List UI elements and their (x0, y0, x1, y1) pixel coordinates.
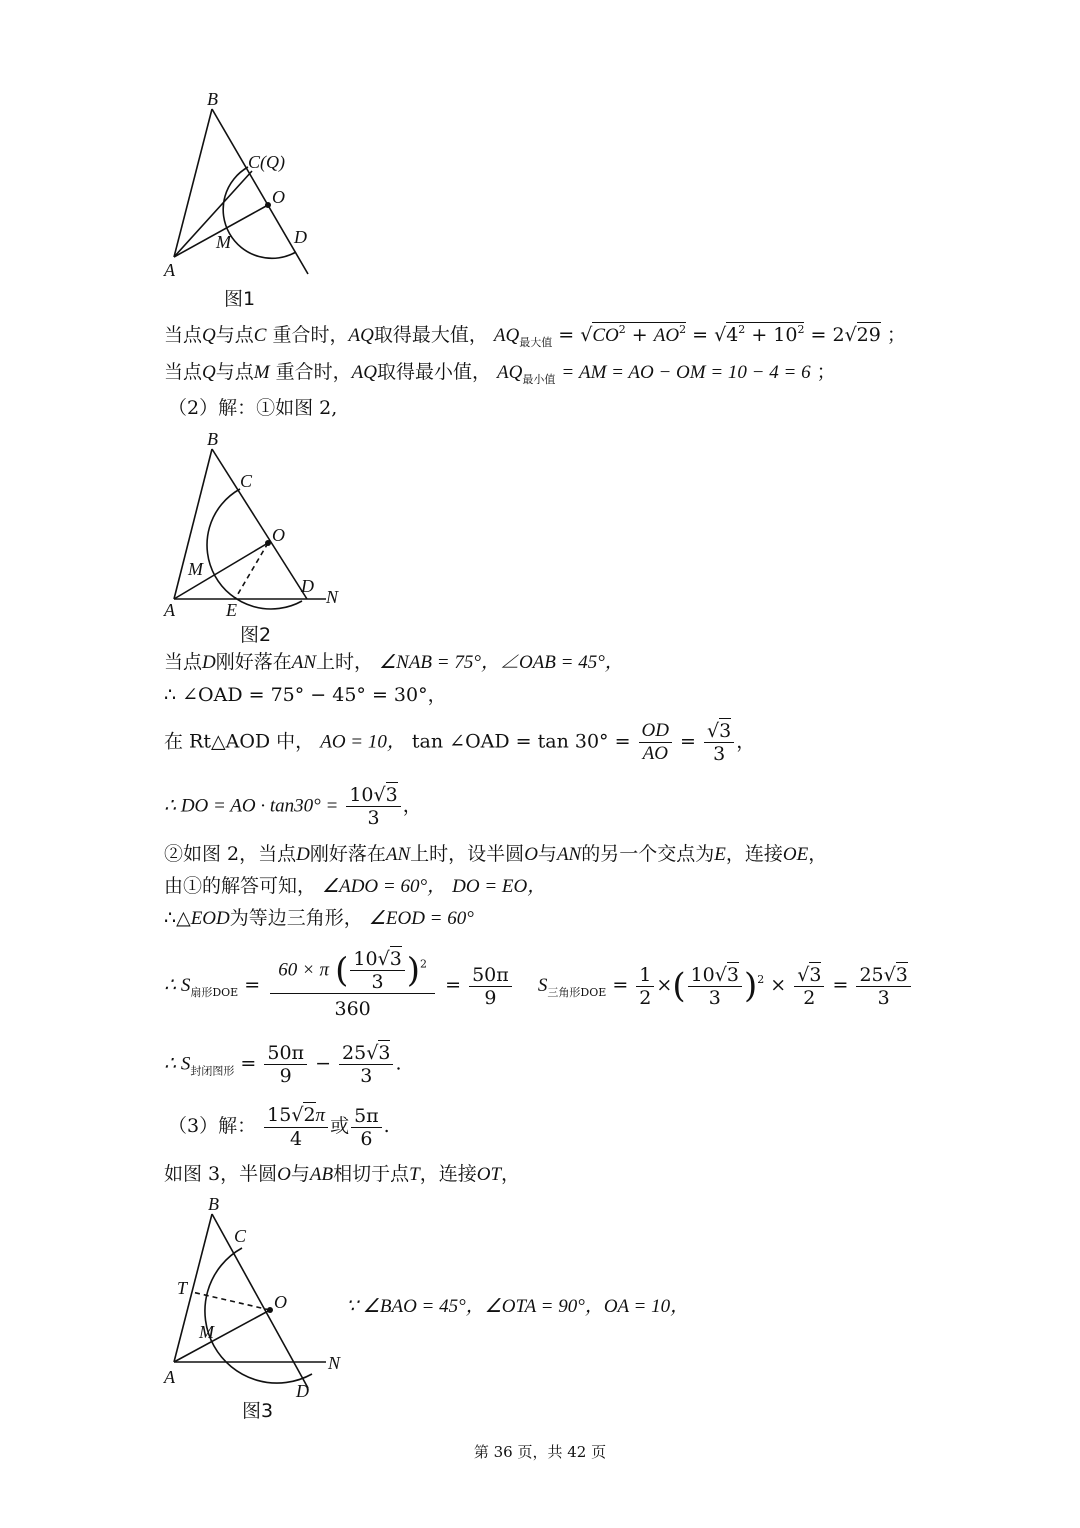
figure-1 (150, 85, 350, 285)
label-b: B (207, 429, 218, 449)
text-line-7: ②如图 2，当点D刚好落在AN上时，设半圆O与AN的另一个交点为E，连接OE， (164, 843, 828, 865)
label-d: D (301, 576, 314, 596)
semicircle-arc (207, 489, 302, 609)
point-o (265, 202, 271, 208)
figure-3-caption: 图3 (242, 1400, 274, 1422)
part-2-heading: （2）解：①如图 2, (168, 397, 338, 419)
label-m: M (188, 559, 203, 579)
label-o: O (272, 187, 285, 207)
semicircle-arc (223, 167, 296, 258)
part-3-answer: （3）解： $\frac{15√2\pi}{4}$ 或 $\frac{5\pi}{6}$ . (168, 1104, 390, 1150)
label-b: B (208, 1194, 219, 1214)
label-t: T (177, 1278, 188, 1298)
text-line-12: 如图 3，半圆O与AB相切于点T，连接OT， (164, 1163, 521, 1185)
label-e: E (226, 600, 237, 620)
label-n: N (326, 587, 339, 607)
text-line-4: ∴ ∠OAD = 75° − 45° = 30°， (164, 684, 447, 706)
text-line-10: ∴ $S_{扇形DOE}$ = 60 × π ( $\frac{10√3}{3}$ )$^2$ 360 = $\frac{50\pi}{9}$ $S_{三角形DOE}$ = $\frac{1}{2}$ ×( $\frac{10√3}{3}$ )$^2$ × $\frac{√3}{2}$ = $\frac{25√3}{3}$ (164, 948, 913, 1024)
text-line-6: ∴ DO = AO · tan30° = $\frac{10√3}{3}$ ， (164, 784, 422, 829)
label-a: A (164, 260, 175, 280)
figure-1-caption: 图1 (224, 288, 256, 310)
segment-ot-dashed (192, 1292, 270, 1310)
segment-bd (212, 449, 307, 599)
label-m: M (199, 1322, 214, 1342)
label-n: N (328, 1353, 341, 1373)
point-o (267, 1307, 273, 1313)
text-line-1: 当点Q与点C 重合时，AQ取得最大值， $AQ_{最大值} = √CO^2 + AO^2 = √4^2 + 10^2 = 2√29$ ； (164, 323, 906, 349)
label-c: C (234, 1226, 247, 1246)
figure-2-caption: 图2 (240, 624, 272, 646)
segment-oe-dashed (235, 543, 268, 599)
label-m: M (216, 232, 231, 252)
segment-ab (174, 109, 212, 257)
label-o: O (274, 1292, 287, 1312)
text-line-5: 在 Rt△AOD 中， AO = 10， tan ∠OAD = tan 30° = $\frac{OD}{AO}$ = $\frac{√3}{3}$ ， (164, 720, 756, 765)
text-line-9: ∴△EOD为等边三角形， ∠EOD = 60° (164, 907, 474, 929)
text-line-11: ∴ $S_{封闭图形}$ = $\frac{50\pi}{9}$ − $\frac{25√3}{3}$ . (164, 1042, 402, 1087)
text-line-3: 当点D刚好落在AN上时， ∠NAB = 75°，∠OAB = 45°， (164, 651, 624, 673)
text-line-13: ∵ ∠BAO = 45°，∠OTA = 90°，OA = 10， (346, 1296, 690, 1317)
segment-ao (174, 1310, 270, 1362)
label-d: D (294, 227, 307, 247)
label-d: D (296, 1381, 309, 1401)
label-c: C (240, 471, 253, 491)
page-footer: 第 36 页，共 42 页 (473, 1443, 607, 1461)
label-c: C(Q) (248, 152, 285, 172)
label-a: A (164, 600, 175, 620)
text-line-2: 当点Q与点M 重合时，AQ取得最小值， $AQ_{最小值}$ = AM = AO − OM = 10 − 4 = 6 ； (164, 361, 836, 386)
label-a: A (164, 1367, 175, 1387)
label-b: B (207, 89, 218, 109)
point-o (265, 540, 271, 546)
figure-2 (150, 425, 360, 625)
text-line-8: 由①的解答可知， ∠ADO = 60°， DO = EO， (164, 875, 547, 897)
figure-3 (150, 1190, 360, 1405)
label-o: O (272, 525, 285, 545)
